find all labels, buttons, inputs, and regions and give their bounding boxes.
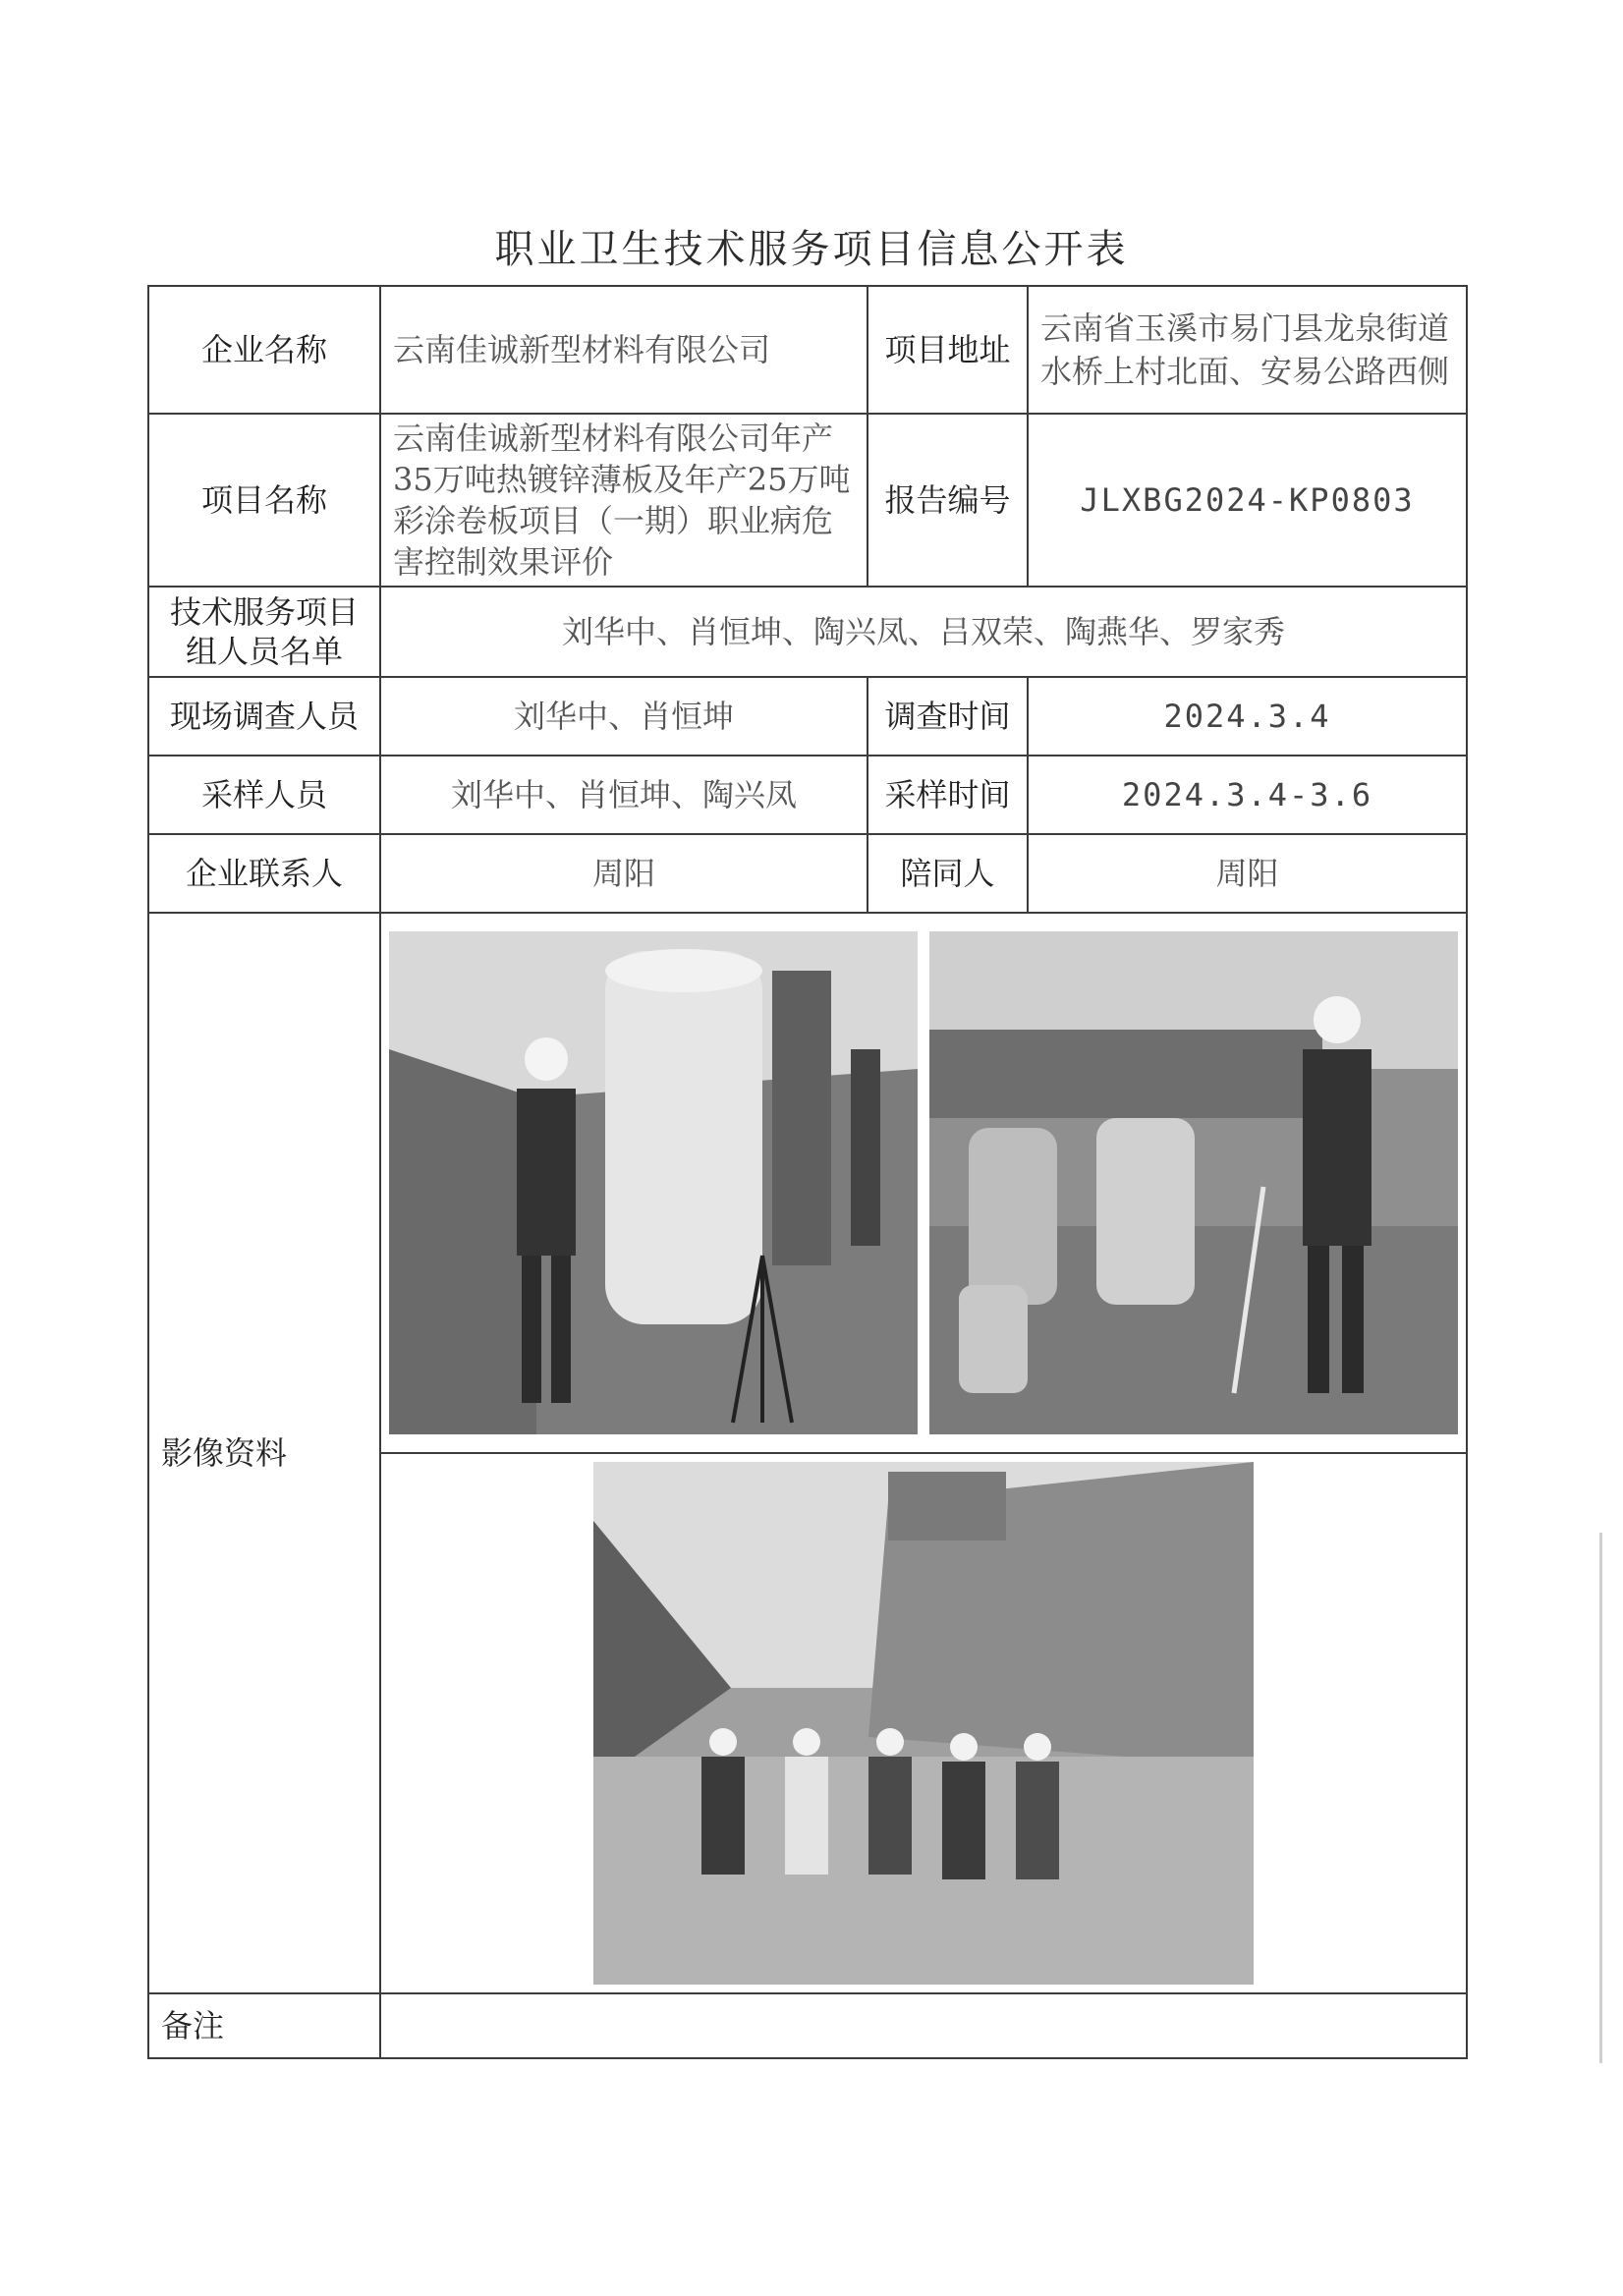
team-list-label: 技术服务项目组人员名单 [148,587,380,677]
project-address-label: 项目地址 [867,286,1028,414]
photo-worker-tank [389,931,918,1434]
row-images [148,913,1467,1993]
photo-group [593,1462,1254,1985]
company-name-value: 云南佳诚新型材料有限公司 [380,286,867,414]
photo-row-bottom [381,1454,1466,1992]
images-label: 影像资料 [148,913,380,1993]
info-table [147,285,1468,2059]
escort-value: 周阳 [1028,834,1467,913]
row-remark [148,1993,1467,2058]
survey-time-value: 2024.3.4 [1028,677,1467,756]
survey-staff-value: 刘华中、肖恒坤 [380,677,867,756]
remark-label: 备注 [148,1993,380,2058]
remark-value [380,1993,1467,2058]
photo-worker-barrels [929,931,1458,1434]
document-title: 职业卫生技术服务项目信息公开表 [494,227,1129,272]
photo-row-top [381,914,1466,1454]
escort-label: 陪同人 [867,834,1028,913]
row-team [148,587,1467,677]
sampling-time-value: 2024.3.4-3.6 [1028,756,1467,834]
project-name-label: 项目名称 [148,414,380,587]
sampling-time-label: 采样时间 [867,756,1028,834]
row-sampling [148,756,1467,834]
row-survey [148,677,1467,756]
row-project [148,414,1467,587]
project-name-value: 云南佳诚新型材料有限公司年产35万吨热镀锌薄板及年产25万吨彩涂卷板项目（一期）职业病危害控制效果评价 [380,414,867,587]
survey-staff-label: 现场调查人员 [148,677,380,756]
company-contact-label: 企业联系人 [148,834,380,913]
team-list-value: 刘华中、肖恒坤、陶兴凤、吕双荣、陶燕华、罗家秀 [380,587,1467,677]
sampling-staff-label: 采样人员 [148,756,380,834]
row-company [148,286,1467,414]
report-number-label: 报告编号 [867,414,1028,587]
report-number-value: JLXBG2024-KP0803 [1028,414,1467,587]
sampling-staff-value: 刘华中、肖恒坤、陶兴凤 [380,756,867,834]
company-name-label: 企业名称 [148,286,380,414]
project-address-value: 云南省玉溪市易门县龙泉街道水桥上村北面、安易公路西侧 [1028,286,1467,414]
row-contact [148,834,1467,913]
images-cell [380,913,1467,1993]
company-contact-value: 周阳 [380,834,867,913]
scan-edge-line [1599,1533,1602,2063]
survey-time-label: 调查时间 [867,677,1028,756]
